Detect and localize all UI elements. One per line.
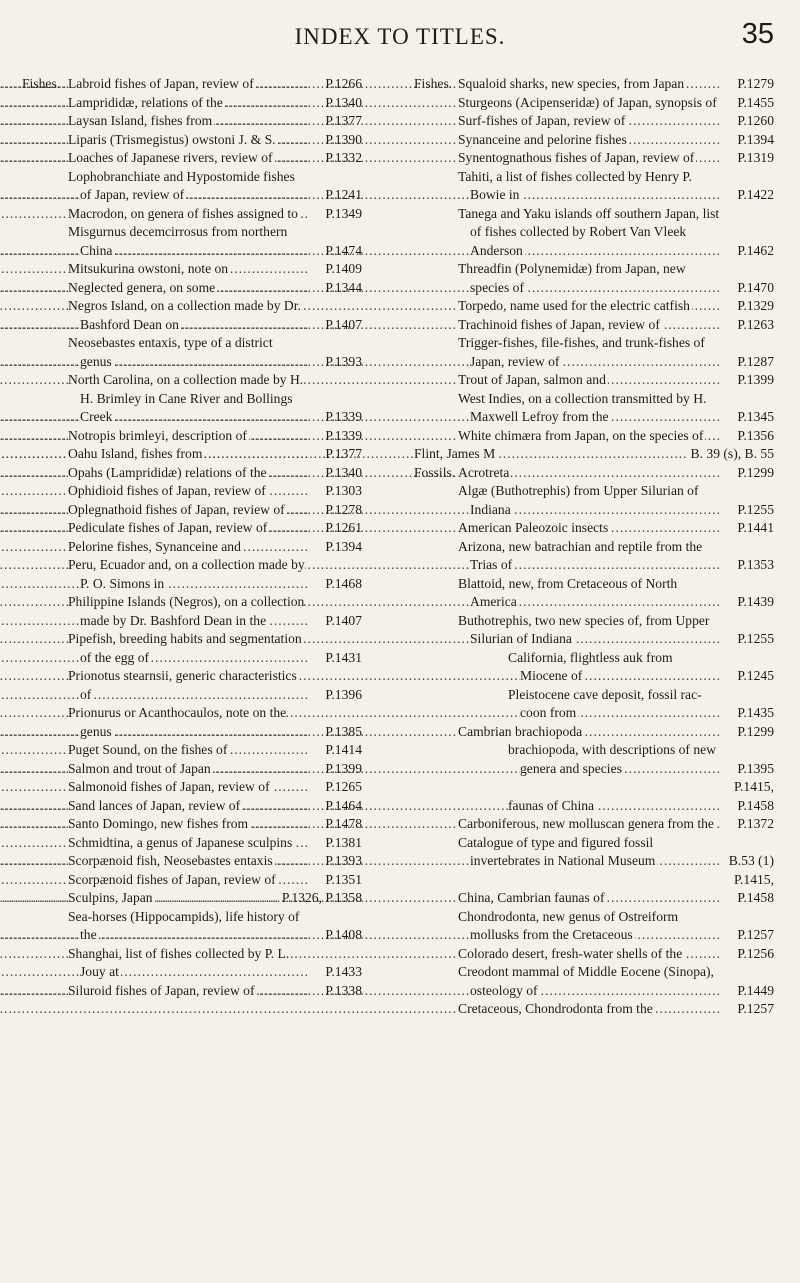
entry-text bbox=[458, 205, 721, 261]
entry-text bbox=[458, 94, 721, 113]
entry-title: Synentognathous fishes of Japan, review of bbox=[458, 150, 695, 165]
entry-text bbox=[458, 482, 721, 519]
entry-title: Macrodon, on genera of fishes assigned to bbox=[68, 205, 298, 221]
entry-title: American Paleozoic insects bbox=[458, 520, 609, 535]
entry-reference: P.1468 bbox=[325, 575, 362, 591]
entry-reference: P.1257 bbox=[737, 927, 774, 942]
entry-text bbox=[68, 778, 309, 797]
entry-text bbox=[458, 945, 721, 964]
entry-title: Arizona, new batrachian and reptile from the Trias of bbox=[458, 538, 703, 572]
entry-title: faunas of China bbox=[508, 797, 595, 813]
entry-title: Sand lances of Japan, review of bbox=[68, 797, 241, 813]
index-entry bbox=[458, 538, 774, 575]
page-header bbox=[0, 14, 800, 62]
entry-reference: P.1263 bbox=[737, 316, 774, 332]
entry-title: Flint, James M bbox=[414, 446, 496, 461]
entry-title: Buthotrephis, two new species of, from Upper Silurian of Indiana bbox=[458, 612, 710, 646]
entry-text bbox=[458, 538, 721, 575]
entry-reference: P.1329 bbox=[737, 298, 774, 313]
index-entry bbox=[458, 908, 774, 945]
entry-reference: P.1415, P.1458 bbox=[733, 871, 774, 905]
section-fossils bbox=[414, 464, 774, 1019]
entry-reference: P.1245 bbox=[737, 668, 774, 683]
entry-list bbox=[414, 445, 774, 464]
entry-text bbox=[68, 852, 309, 871]
entry-reference: P.1435 bbox=[737, 705, 774, 720]
entry-reference: P.1408 bbox=[325, 927, 362, 942]
entry-text bbox=[458, 149, 721, 168]
entry-title: Squaloid sharks, new species, from Japan bbox=[458, 76, 685, 91]
entry-reference: P.1431 bbox=[325, 649, 362, 665]
entry-reference: P.1390 bbox=[325, 131, 362, 147]
entry-reference: P.1462 bbox=[737, 242, 774, 258]
entry-text bbox=[458, 575, 721, 612]
entry-title: Trout of Japan, salmon and bbox=[458, 372, 606, 387]
entry-text bbox=[68, 945, 309, 982]
entry-reference: P.1326, P.1358 bbox=[281, 890, 362, 905]
entry-reference: B.53 (1) bbox=[728, 853, 774, 868]
index-entry bbox=[458, 297, 774, 316]
entry-reference: P.1356 bbox=[737, 427, 774, 443]
entry-title: Pediculate fishes of Japan, review of bbox=[68, 520, 268, 535]
index-entry bbox=[458, 464, 774, 483]
entry-title: Puget Sound, on the fishes of bbox=[68, 742, 228, 757]
index-entry bbox=[458, 871, 774, 908]
entry-title: Lamprididæ, relations of the bbox=[68, 94, 223, 110]
entry-title: Loaches of Japanese rivers, review of bbox=[68, 150, 273, 165]
index-entry bbox=[458, 260, 774, 297]
entry-text bbox=[458, 334, 721, 371]
entry-title: Prionurus or Acanthocaulos, note on the genus bbox=[68, 705, 287, 739]
entry-text bbox=[68, 131, 309, 150]
entry-title: Shanghai, list of fishes collected by P. L. Jouy at bbox=[68, 945, 290, 979]
entry-text bbox=[458, 297, 721, 316]
entry-reference: P.1260 bbox=[737, 113, 774, 128]
entry-text bbox=[458, 168, 721, 205]
entry-text bbox=[458, 519, 721, 538]
entry-reference: B. 39 (s), B. 55 bbox=[690, 446, 774, 461]
entry-reference: P.1381 bbox=[325, 834, 362, 850]
entry-reference: P.1396 bbox=[325, 686, 362, 702]
index-entry bbox=[458, 94, 774, 113]
entry-reference: P.1399 bbox=[325, 760, 362, 776]
index-entry bbox=[414, 445, 774, 464]
entry-title: Oahu Island, fishes from bbox=[68, 446, 203, 461]
index-entry bbox=[68, 260, 362, 279]
entry-text bbox=[458, 815, 721, 834]
entry-text bbox=[458, 131, 721, 150]
entry-text bbox=[68, 630, 309, 667]
entry-title: Blattoid, new, from Cretaceous of North America bbox=[458, 575, 678, 609]
entry-title: Salmonoid fishes of Japan, review of bbox=[68, 779, 270, 794]
index-entry bbox=[68, 482, 362, 501]
entry-text bbox=[458, 464, 721, 483]
entry-title: brachiopoda, with descriptions of new genera and species bbox=[508, 742, 717, 776]
entry-reference: P.1339 bbox=[325, 409, 362, 424]
page-title: INDEX TO TITLES. bbox=[294, 24, 506, 49]
index-entry bbox=[68, 205, 362, 224]
entry-text bbox=[458, 834, 721, 871]
entry-text bbox=[68, 667, 309, 704]
index-entry bbox=[68, 778, 362, 797]
entry-title: Scorpænoid fishes of Japan, review of bbox=[68, 871, 276, 887]
entry-text bbox=[458, 1000, 721, 1019]
entry-title: Philippine Islands (Negros), on a collection made by Dr. Bashford Dean in the bbox=[68, 594, 305, 628]
index-entry bbox=[458, 112, 774, 131]
index-entry bbox=[458, 741, 774, 778]
entry-reference: P.1353 bbox=[737, 557, 774, 572]
index-entry bbox=[68, 871, 362, 890]
entry-reference: P.1433 bbox=[325, 964, 362, 979]
index-entry bbox=[458, 131, 774, 150]
entry-reference: P.1464 bbox=[325, 797, 362, 813]
entry-reference: P.1255 bbox=[737, 501, 774, 517]
entry-reference: P.1345 bbox=[737, 409, 774, 424]
entry-reference: P.1303 bbox=[325, 483, 362, 498]
entry-title: North Carolina, on a collection made by H. H. Brimley in Cane River and Bollings Creek bbox=[68, 372, 304, 424]
entry-title: Oplegnathoid fishes of Japan, review of bbox=[68, 501, 285, 517]
entry-title: Surf-fishes of Japan, review of bbox=[458, 113, 626, 128]
entry-text bbox=[68, 260, 309, 279]
entry-reference: P.1299 bbox=[737, 723, 774, 739]
entry-title: Labroid fishes of Japan, review of bbox=[68, 76, 254, 91]
entry-reference: P.1385 bbox=[325, 723, 362, 739]
index-entry bbox=[458, 1000, 774, 1019]
index-entry bbox=[458, 427, 774, 446]
entry-list bbox=[458, 75, 774, 445]
entry-text bbox=[68, 741, 309, 760]
entry-reference: P.1372 bbox=[737, 816, 774, 831]
entry-text bbox=[458, 963, 721, 1000]
entry-title: Negros Island, on a collection made by Dr. Bashford Dean on bbox=[68, 298, 301, 332]
section-label: Fossils. bbox=[414, 464, 456, 480]
entry-reference: P.1279 bbox=[737, 76, 774, 91]
entry-title: Tahiti, a list of fishes collected by Henry P. Bowie in bbox=[458, 168, 692, 202]
index-entry bbox=[458, 815, 774, 834]
index-entry bbox=[458, 168, 774, 205]
entry-reference: P.1414 bbox=[325, 742, 362, 757]
index-entry bbox=[458, 316, 774, 335]
entry-title: Misgurnus decemcirrosus from northern China bbox=[68, 224, 288, 258]
entry-title: West Indies, on a collection transmitted by H. Maxwell Lefroy from the bbox=[458, 390, 707, 424]
entry-text bbox=[68, 834, 309, 853]
entry-title: Tanega and Yaku islands off southern Japan, list of fishes collected by Robert Van Vleek Anderson bbox=[458, 205, 720, 258]
entry-text bbox=[508, 686, 721, 723]
entry-title: Scorpænoid fish, Neosebastes entaxis bbox=[68, 853, 273, 868]
entry-title: Acrotreta bbox=[458, 464, 510, 480]
entry-title: Salmon and trout of Japan bbox=[68, 760, 211, 776]
entry-reference: P.1349 bbox=[325, 205, 362, 221]
entry-text bbox=[458, 612, 721, 649]
entry-title: Laysan Island, fishes from bbox=[68, 113, 213, 128]
entry-reference: P.1407 bbox=[325, 612, 362, 628]
entry-list bbox=[458, 464, 774, 1019]
entry-title: Prionotus stearnsii, generic characteristics of bbox=[68, 668, 297, 702]
entry-reference: P.1409 bbox=[325, 261, 362, 276]
entry-text bbox=[458, 260, 721, 297]
entry-reference: P.1287 bbox=[737, 353, 774, 369]
entry-reference: P.1470 bbox=[737, 279, 774, 295]
entry-reference: P.1339 bbox=[325, 427, 362, 443]
entry-title: Carboniferous, new molluscan genera from the bbox=[458, 816, 714, 831]
entry-reference: P.1393 bbox=[325, 853, 362, 868]
section-label: Fishes. bbox=[22, 76, 61, 91]
entry-reference: P.1351 bbox=[325, 871, 362, 887]
index-entry bbox=[458, 723, 774, 742]
entry-title: Lophobranchiate and Hypostomide fishes of Japan, review of bbox=[68, 168, 295, 202]
entry-text bbox=[68, 538, 309, 557]
entry-reference: P.1377 bbox=[325, 113, 362, 128]
entry-text bbox=[458, 908, 721, 945]
entry-reference: P.1332 bbox=[325, 150, 362, 165]
entry-title: Opahs (Lamprididæ) relations of the bbox=[68, 464, 267, 480]
index-entry bbox=[458, 945, 774, 964]
entry-title: White chimæra from Japan, on the species of bbox=[458, 427, 704, 443]
entry-reference: P.1441 bbox=[737, 520, 774, 535]
index-entry bbox=[458, 149, 774, 168]
index-entry bbox=[68, 538, 362, 557]
entry-reference: P.1340 bbox=[325, 94, 362, 110]
entry-text bbox=[68, 501, 309, 520]
index-entry bbox=[458, 390, 774, 427]
entry-title: Liparis (Trismegistus) owstoni J. & S. bbox=[68, 131, 276, 147]
entry-title: Neosebastes entaxis, type of a district genus bbox=[68, 335, 273, 369]
entry-title: Siluroid fishes of Japan, review of bbox=[68, 982, 255, 998]
entry-reference: P.1319 bbox=[737, 150, 774, 165]
entry-title: Trachinoid fishes of Japan, review of bbox=[458, 316, 660, 332]
entry-title: Cambrian brachiopoda bbox=[458, 723, 583, 739]
entry-title: Schmidtina, a genus of Japanese sculpins bbox=[68, 834, 293, 850]
section-label: Fishes. bbox=[414, 76, 453, 91]
entry-reference: P.1338 bbox=[325, 982, 362, 998]
entry-text bbox=[458, 316, 721, 335]
index-entry bbox=[68, 741, 362, 760]
entry-title: Sea-horses (Hippocampids), life history of the bbox=[68, 908, 300, 942]
entry-title: Pipefish, breeding habits and segmentation of the egg of bbox=[68, 631, 302, 665]
entry-title: China, Cambrian faunas of bbox=[458, 890, 605, 905]
entry-reference: P.1422 bbox=[737, 187, 774, 202]
page-number: 35 bbox=[741, 18, 774, 50]
entry-title: Algæ (Buthotrephis) from Upper Silurian of Indiana bbox=[458, 483, 699, 517]
entry-title: Catalogue of type and figured fossil invertebrates in National Museum bbox=[458, 834, 656, 868]
entry-text bbox=[458, 723, 721, 742]
index-entry bbox=[458, 575, 774, 612]
index-entry bbox=[458, 649, 774, 686]
entry-text bbox=[458, 427, 721, 446]
entry-reference: P.1478 bbox=[325, 816, 362, 831]
entry-reference: P.1241 bbox=[325, 187, 362, 202]
entry-reference: P.1340 bbox=[325, 464, 362, 480]
index-entry bbox=[458, 75, 774, 94]
entry-reference: P.1255 bbox=[737, 631, 774, 646]
entry-title: Ophidioid fishes of Japan, review of bbox=[68, 483, 266, 498]
entry-reference: P.1407 bbox=[325, 316, 362, 332]
entry-reference: P.1266 bbox=[325, 76, 362, 91]
entry-text bbox=[458, 75, 721, 94]
index-entry bbox=[458, 686, 774, 723]
entry-reference: P.1299 bbox=[737, 464, 774, 480]
entry-reference: P.1399 bbox=[737, 372, 774, 387]
entry-reference: P.1474 bbox=[325, 242, 362, 258]
entry-title: Mitsukurina owstoni, note on bbox=[68, 261, 229, 276]
entry-title: Trigger-fishes, file-fishes, and trunk-fishes of Japan, review of bbox=[458, 335, 705, 369]
entry-reference: P.1265 bbox=[325, 779, 362, 794]
entry-title: Sturgeons (Acipenseridæ) of Japan, synopsis of bbox=[458, 94, 717, 110]
entry-text bbox=[458, 112, 721, 131]
entry-title: Pleistocene cave deposit, fossil raccoon from bbox=[508, 686, 702, 720]
index-entry bbox=[458, 205, 774, 261]
entry-text bbox=[68, 482, 309, 501]
index-entry bbox=[68, 834, 362, 853]
entry-text bbox=[414, 445, 688, 464]
entry-title: Creodont mammal of Middle Eocene (Sinopa), osteology of bbox=[458, 964, 714, 998]
entry-reference: P.1395 bbox=[737, 760, 774, 776]
entry-title: Peru, Ecuador and, on a collection made by P. O. Simons in bbox=[68, 557, 305, 591]
entry-reference: P.1439 bbox=[737, 594, 774, 609]
index-entry bbox=[458, 334, 774, 371]
entry-title: Threadfin (Polynemidæ) from Japan, new species of bbox=[458, 261, 686, 295]
entry-reference: P.1344 bbox=[325, 279, 362, 295]
entry-title: Santo Domingo, new fishes from bbox=[68, 816, 249, 831]
entry-reference: P.1257 bbox=[737, 1001, 774, 1016]
entry-text bbox=[68, 205, 309, 224]
entry-reference: P.1377 bbox=[325, 446, 362, 461]
entry-text bbox=[458, 390, 721, 427]
entry-reference: P.1278 bbox=[325, 501, 362, 517]
index-entry bbox=[458, 371, 774, 390]
entry-title: Cretaceous, Chondrodonta from the bbox=[458, 1001, 653, 1016]
entry-title: Sculpins, Japan bbox=[68, 890, 153, 905]
entry-title: Notropis brimleyi, description of bbox=[68, 427, 247, 443]
entry-reference: P.1394 bbox=[737, 131, 774, 147]
entry-text bbox=[508, 797, 721, 816]
index-entry bbox=[458, 612, 774, 649]
entry-title: Torpedo, name used for the electric catfish bbox=[458, 298, 690, 313]
index-entry bbox=[458, 482, 774, 519]
right-column bbox=[414, 75, 774, 1019]
entry-text bbox=[458, 371, 721, 390]
entry-text bbox=[508, 741, 721, 778]
entry-text bbox=[68, 556, 309, 593]
entry-reference: P.1394 bbox=[325, 538, 362, 554]
entry-reference: P.1455 bbox=[737, 94, 774, 110]
entry-text bbox=[68, 149, 309, 168]
entry-reference: P.1449 bbox=[737, 982, 774, 998]
entry-title: Pelorine fishes, Synanceine and bbox=[68, 538, 241, 554]
entry-title: California, flightless auk from Miocene of bbox=[508, 649, 673, 683]
index-entry bbox=[458, 519, 774, 538]
entry-reference: P.1256 bbox=[737, 945, 774, 961]
index-entry bbox=[458, 834, 774, 871]
entry-reference: P.1261 bbox=[325, 520, 362, 535]
entry-reference: P.1393 bbox=[325, 353, 362, 369]
index-entry bbox=[458, 778, 774, 815]
entry-text bbox=[68, 593, 309, 630]
section-fishes-continued bbox=[414, 75, 774, 445]
entry-title: Neglected genera, on some bbox=[68, 279, 216, 295]
entry-title: Colorado desert, fresh-water shells of the bbox=[458, 945, 683, 961]
section-flint bbox=[414, 445, 774, 464]
entry-title: Synanceine and pelorine fishes bbox=[458, 131, 627, 147]
index-entry bbox=[458, 963, 774, 1000]
entry-reference: P.1415, P.1458 bbox=[733, 779, 774, 813]
entry-text bbox=[68, 871, 309, 890]
entry-title: Chondrodonta, new genus of Ostreiform mollusks from the Cretaceous bbox=[458, 908, 679, 942]
entry-text bbox=[508, 649, 721, 686]
entry-text bbox=[458, 889, 721, 908]
